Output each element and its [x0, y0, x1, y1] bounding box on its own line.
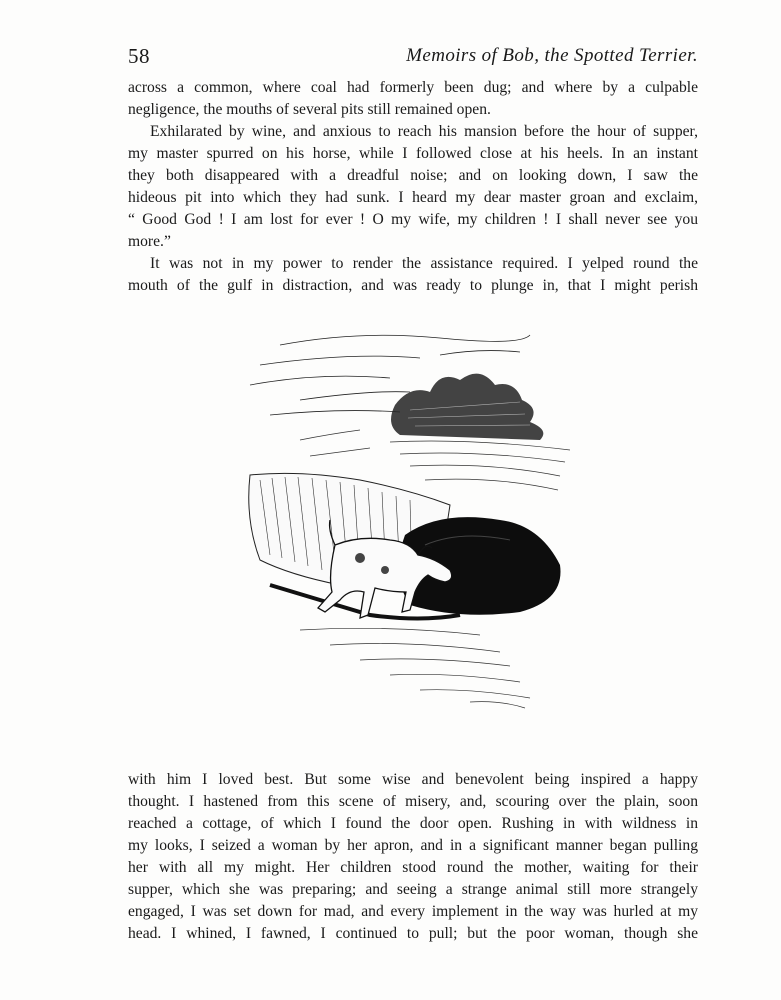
text-line: more.” — [128, 233, 171, 250]
page-header — [128, 44, 698, 68]
text-line: head. I whined, I fawned, I continued to pull; but the poor woman, though she — [128, 925, 698, 942]
body-text-bottom — [128, 769, 698, 945]
engraving-illustration — [240, 330, 580, 715]
running-title: Memoirs of Bob, the Spotted Terrier. — [406, 45, 698, 66]
text-line: thought. I hastened from this scene of misery, and, scouring over the plain, soon — [128, 793, 698, 810]
text-line: supper, which she was preparing; and seeing a strange animal still more strangely — [128, 881, 698, 898]
page-number: 58 — [128, 44, 150, 68]
text-line: “ Good God ! I am lost for ever ! O my wife, my children ! I shall never see you — [128, 211, 698, 228]
body-text-top — [128, 77, 698, 297]
text-line: reached a cottage, of which I found the door open. Rushing in with wildness in — [128, 815, 698, 832]
text-line: across a common, where coal had formerly been dug; and where by a culpable — [128, 79, 698, 96]
text-line: hideous pit into which they had sunk. I heard my dear master groan and exclaim, — [128, 189, 698, 206]
text-line: engaged, I was set down for mad, and every implement in the way was hurled at my — [128, 903, 698, 920]
text-line: Exhilarated by wine, and anxious to reach his mansion before the hour of supper, — [150, 123, 698, 140]
text-line: they both disappeared with a dreadful noise; and on looking down, I saw the — [128, 167, 698, 184]
text-line: with him I loved best. But some wise and benevolent being inspired a happy — [128, 771, 698, 788]
text-line: her with all my might. Her children stood round the mother, waiting for their — [128, 859, 698, 876]
text-line: negligence, the mouths of several pits still remained open. — [128, 101, 491, 118]
text-line: mouth of the gulf in distraction, and was ready to plunge in, that I might perish — [128, 277, 698, 294]
text-line: my looks, I seized a woman by her apron, and in a significant manner began pulling — [128, 837, 698, 854]
text-line: my master spurred on his horse, while I followed close at his heels. In an instant — [128, 145, 698, 162]
dog-at-pit-icon — [240, 330, 580, 715]
text-line: It was not in my power to render the assistance required. I yelped round the — [150, 255, 698, 272]
